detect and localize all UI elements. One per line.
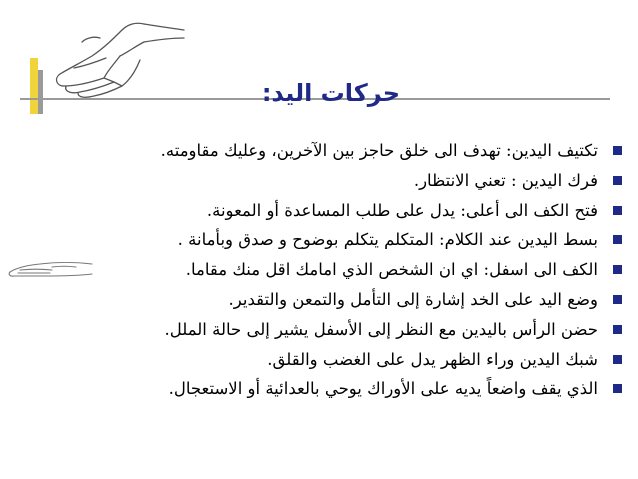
square-bullet-icon: [613, 146, 622, 155]
open-palm-up-hand-icon: [44, 16, 194, 100]
list-item-text: شبك اليدين وراء الظهر يدل على الغضب والقلق.: [267, 349, 598, 369]
list-item: [26, 136, 626, 166]
accent-bar-gray: [38, 70, 43, 114]
slide-title: حركات اليد:: [261, 79, 400, 107]
bullet-list: [26, 136, 626, 404]
square-bullet-icon: [613, 176, 622, 185]
list-item: [26, 285, 626, 315]
list-item-text: الذي يقف واضعاً يديه على الأوراك يوحي بالعدائية أو الاستعجال.: [168, 379, 598, 399]
list-item-text: حضن الرأس باليدين مع النظر إلى الأسفل يشير إلى حالة الملل.: [164, 319, 598, 339]
list-item-text: الكف الى اسفل: اي ان الشخص الذي امامك اقل منك مقاما.: [185, 260, 598, 280]
list-item-text: بسط اليدين عند الكلام: المتكلم يتكلم بوضوح و صدق وبأمانة .: [177, 230, 598, 250]
list-item-text: وضع اليد على الخد إشارة إلى التأمل والتمعن والتقدير.: [228, 289, 598, 309]
square-bullet-icon: [613, 235, 622, 244]
list-item: [26, 345, 626, 375]
list-item: [26, 374, 626, 404]
square-bullet-icon: [613, 384, 622, 393]
square-bullet-icon: [613, 325, 622, 334]
square-bullet-icon: [613, 265, 622, 274]
square-bullet-icon: [613, 355, 622, 364]
list-item: [26, 166, 626, 196]
accent-bar-yellow: [30, 58, 38, 114]
list-item-text: فرك اليدين : تعني الانتظار.: [413, 170, 598, 190]
list-item: [26, 225, 626, 255]
square-bullet-icon: [613, 206, 622, 215]
list-item-text: فتح الكف الى أعلى: يدل على طلب المساعدة أو المعونة.: [206, 200, 598, 220]
square-bullet-icon: [613, 295, 622, 304]
list-item: [26, 196, 626, 226]
list-item: [26, 255, 626, 285]
list-item: [26, 315, 626, 345]
list-item-text: تكتيف اليدين: تهدف الى خلق حاجز بين الآخرين، وعليك مقاومته.: [160, 141, 598, 160]
